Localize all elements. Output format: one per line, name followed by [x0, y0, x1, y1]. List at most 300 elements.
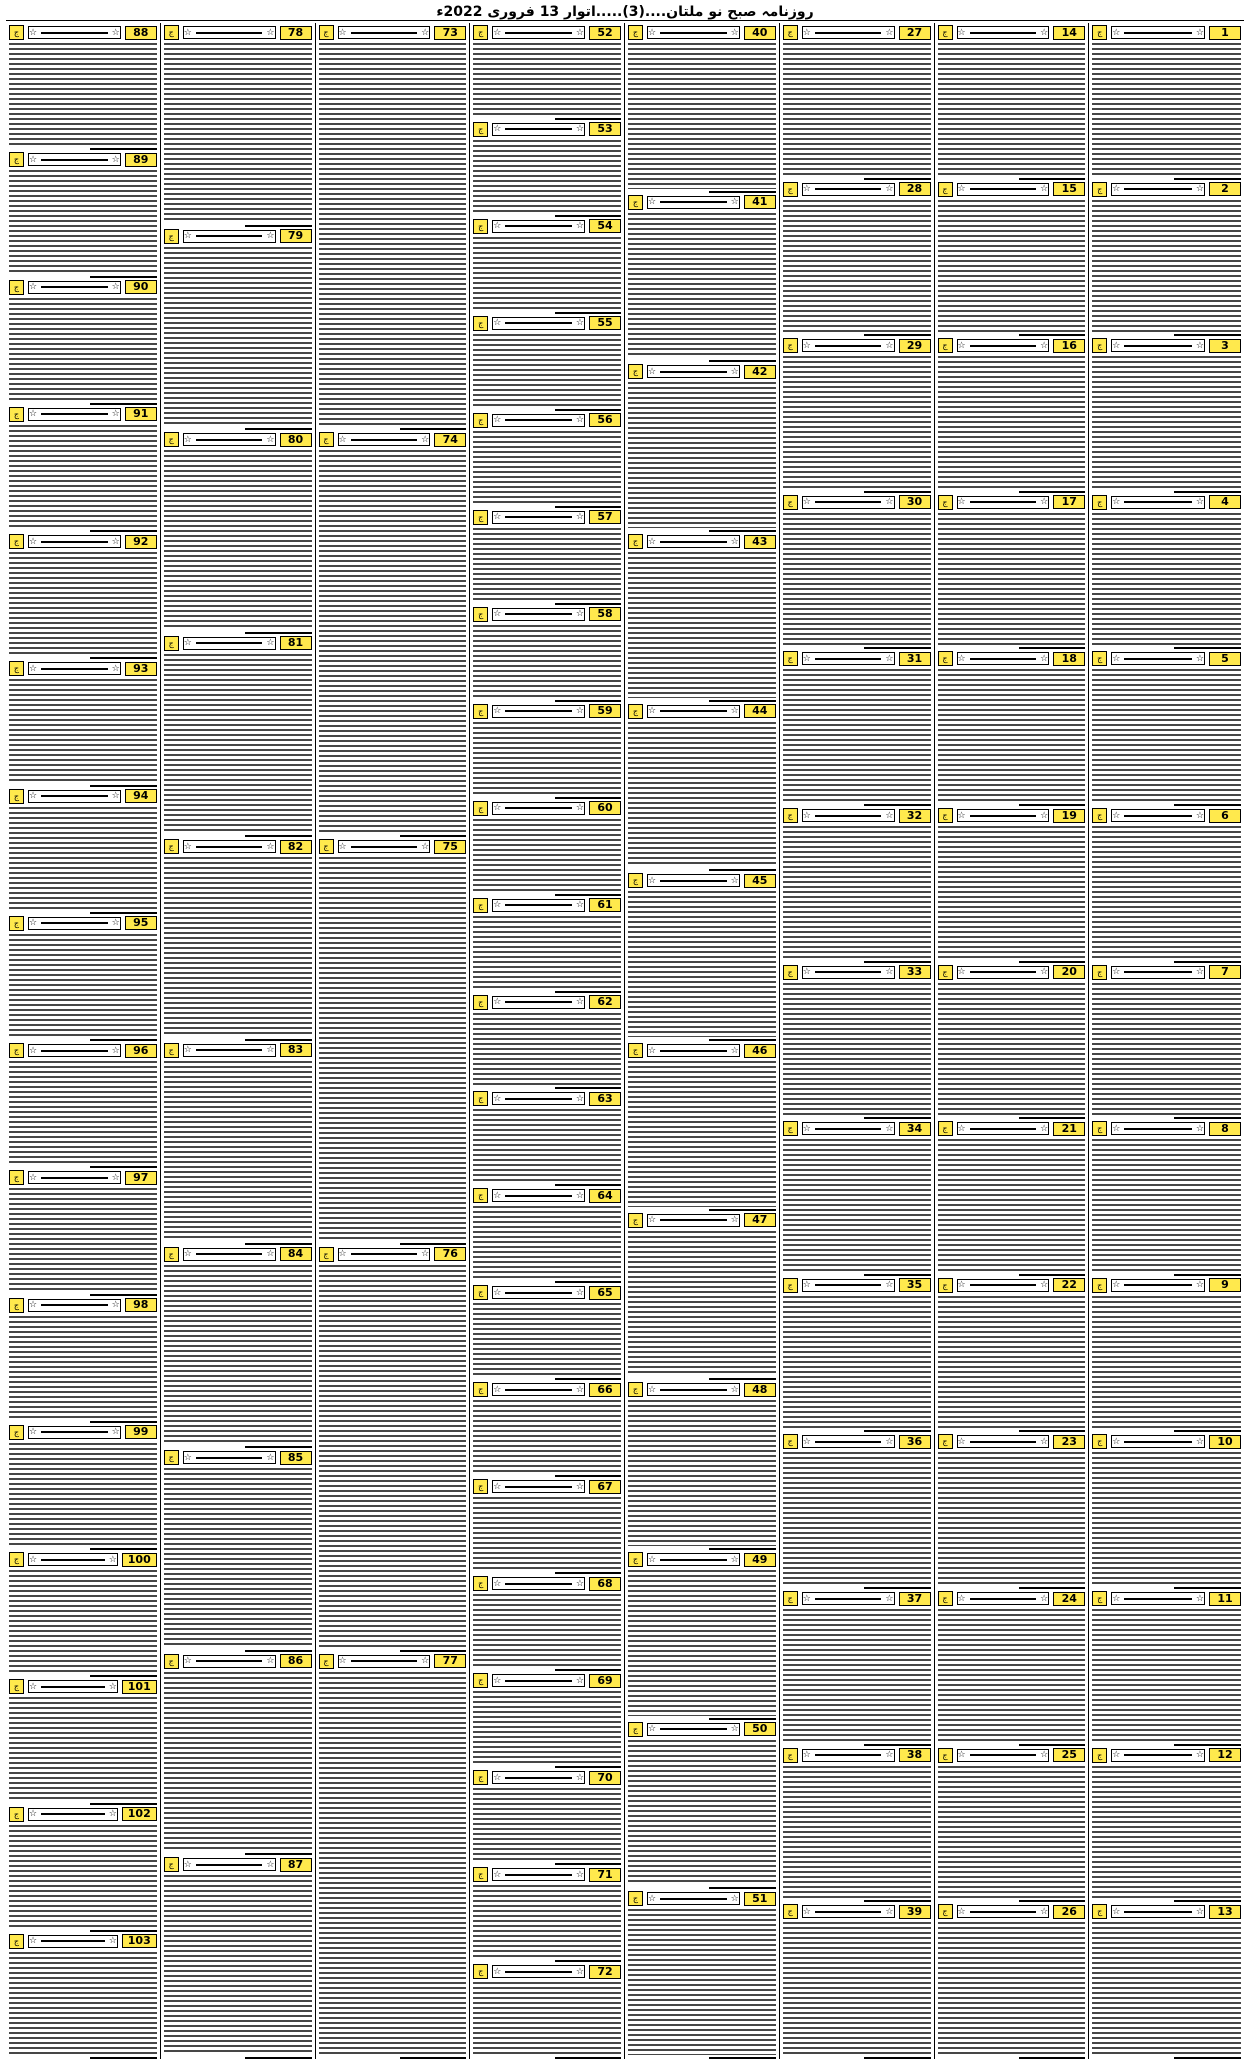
classified-entry — [9, 1932, 157, 2059]
badge-icon: ج — [938, 651, 953, 666]
entry-number: 25 — [1053, 1748, 1085, 1762]
star-icon: ☆ — [1195, 1593, 1204, 1604]
classified-entry — [473, 1283, 621, 1380]
logo-rule — [660, 541, 727, 543]
masthead-logo-band — [28, 26, 121, 39]
entry-number: 44 — [744, 704, 776, 718]
entry-text-block — [9, 1825, 157, 1928]
entry-number: 34 — [899, 1122, 931, 1136]
masthead-logo-band — [492, 802, 585, 815]
entry-number: 13 — [1209, 1905, 1241, 1919]
entry-number: 51 — [744, 1892, 776, 1906]
classified-column — [161, 23, 316, 2059]
badge-icon: ج — [473, 801, 488, 816]
badge-icon: ج — [9, 916, 24, 931]
logo-rule — [660, 1389, 727, 1391]
badge-icon: ج — [1092, 1278, 1107, 1293]
masthead-logo-band — [338, 840, 431, 853]
star-icon: ☆ — [493, 415, 502, 426]
logo-rule — [660, 1898, 727, 1900]
classified-entry — [9, 1423, 157, 1550]
star-icon: ☆ — [885, 340, 894, 351]
star-icon: ☆ — [493, 1772, 502, 1783]
classified-entry — [628, 362, 776, 532]
badge-icon: ج — [938, 1904, 953, 1919]
star-icon: ☆ — [29, 663, 38, 674]
badge-icon: ج — [164, 229, 179, 244]
entry-number: 36 — [899, 1435, 931, 1449]
classified-entry — [473, 1768, 621, 1865]
entry-text-block — [628, 213, 776, 359]
entry-number: 27 — [899, 26, 931, 40]
entry-header — [938, 25, 1086, 40]
masthead-logo-band — [183, 1858, 276, 1871]
star-icon: ☆ — [493, 27, 502, 38]
badge-icon: ج — [938, 808, 953, 823]
classified-entry — [1092, 336, 1241, 493]
star-icon: ☆ — [1195, 340, 1204, 351]
logo-rule — [815, 32, 882, 34]
star-icon: ☆ — [1040, 497, 1049, 508]
entry-text-block — [783, 1296, 931, 1429]
star-icon: ☆ — [111, 27, 120, 38]
masthead-logo-band — [1111, 652, 1205, 665]
masthead-logo-band — [28, 1680, 118, 1693]
entry-header — [164, 636, 312, 651]
entry-header — [9, 534, 157, 549]
entry-text-block — [938, 200, 1086, 333]
badge-icon: ج — [628, 25, 643, 40]
star-icon: ☆ — [1112, 1906, 1121, 1917]
masthead-logo-band — [957, 1435, 1050, 1448]
entry-header — [164, 839, 312, 854]
classified-entry — [628, 1720, 776, 1890]
logo-rule — [505, 1486, 572, 1488]
logo-rule — [970, 32, 1037, 34]
masthead-logo-band — [492, 220, 585, 233]
masthead-logo-band — [1111, 1749, 1205, 1762]
badge-icon: ج — [938, 1278, 953, 1293]
classified-entry — [9, 914, 157, 1041]
entry-number: 59 — [589, 704, 621, 718]
badge-icon: ج — [473, 1091, 488, 1106]
logo-rule — [41, 413, 108, 415]
entry-number: 71 — [589, 1868, 621, 1882]
entry-text-block — [938, 669, 1086, 802]
logo-rule — [1124, 1911, 1192, 1913]
badge-icon: ج — [628, 1891, 643, 1906]
logo-rule — [196, 439, 263, 441]
star-icon: ☆ — [730, 875, 739, 886]
entry-text-block — [783, 200, 931, 333]
star-icon: ☆ — [183, 1656, 192, 1667]
badge-icon: ج — [783, 1278, 798, 1293]
star-icon: ☆ — [885, 1906, 894, 1917]
entry-text-block — [938, 1766, 1086, 1899]
logo-rule — [505, 1098, 572, 1100]
star-icon: ☆ — [1112, 653, 1121, 664]
badge-icon: ج — [628, 1213, 643, 1228]
logo-rule — [660, 1050, 727, 1052]
entry-number: 69 — [589, 1674, 621, 1688]
star-icon: ☆ — [111, 1172, 120, 1183]
badge-icon: ج — [319, 839, 334, 854]
entry-header — [473, 1188, 621, 1203]
star-icon: ☆ — [575, 1869, 584, 1880]
badge-icon: ج — [319, 1654, 334, 1669]
entry-divider — [90, 2057, 156, 2059]
classified-entry — [9, 23, 157, 150]
entry-header — [783, 1591, 931, 1606]
badge-icon: ج — [164, 1450, 179, 1465]
masthead-logo-band — [647, 365, 740, 378]
badge-icon: ج — [628, 1043, 643, 1058]
masthead-logo-band — [492, 1771, 585, 1784]
entry-header — [9, 1934, 157, 1949]
badge-icon: ج — [783, 1904, 798, 1919]
logo-rule — [1124, 971, 1192, 973]
star-icon: ☆ — [885, 184, 894, 195]
masthead-logo-band — [1111, 496, 1205, 509]
entry-text-block — [783, 826, 931, 959]
entry-header — [628, 1722, 776, 1737]
badge-icon: ج — [473, 1964, 488, 1979]
badge-icon: ج — [938, 182, 953, 197]
entry-text-block — [473, 431, 621, 504]
entry-number: 47 — [744, 1213, 776, 1227]
badge-icon: ج — [628, 534, 643, 549]
entry-text-block — [9, 552, 157, 655]
entry-header — [628, 1043, 776, 1058]
classified-entry — [164, 1041, 312, 1245]
entry-header — [1092, 1278, 1241, 1293]
badge-icon: ج — [473, 219, 488, 234]
entry-header — [473, 1673, 621, 1688]
logo-rule — [815, 815, 882, 817]
entry-text-block — [783, 983, 931, 1116]
badge-icon: ج — [164, 432, 179, 447]
classified-entry — [938, 1746, 1086, 1903]
entry-header — [938, 1278, 1086, 1293]
badge-icon: ج — [164, 25, 179, 40]
entry-header — [9, 1043, 157, 1058]
logo-rule — [815, 1441, 882, 1443]
masthead-logo-band — [28, 153, 121, 166]
classified-entry — [9, 1168, 157, 1295]
star-icon: ☆ — [802, 810, 811, 821]
logo-rule — [41, 32, 108, 34]
classified-entry — [164, 23, 312, 227]
entry-header — [1092, 182, 1241, 197]
masthead-logo-band — [802, 652, 895, 665]
star-icon: ☆ — [1112, 967, 1121, 978]
star-icon: ☆ — [338, 1656, 347, 1667]
entry-text-block — [319, 43, 467, 426]
entry-text-block — [783, 1922, 931, 2055]
entry-number: 72 — [589, 1965, 621, 1979]
entry-text-block — [164, 1468, 312, 1648]
entry-header — [1092, 25, 1241, 40]
entry-divider — [1019, 2057, 1085, 2059]
entry-text-block — [164, 1672, 312, 1852]
entry-number: 29 — [899, 339, 931, 353]
entry-header — [473, 1479, 621, 1494]
masthead-logo-band — [802, 1122, 895, 1135]
badge-icon: ج — [9, 789, 24, 804]
entry-header — [783, 1904, 931, 1919]
entry-header — [628, 534, 776, 549]
entry-header — [1092, 1904, 1241, 1919]
badge-icon: ج — [628, 195, 643, 210]
entry-number: 83 — [280, 1043, 312, 1057]
entry-header — [938, 1591, 1086, 1606]
badge-icon: ج — [1092, 1591, 1107, 1606]
star-icon: ☆ — [29, 154, 38, 165]
logo-rule — [505, 1583, 572, 1585]
star-icon: ☆ — [575, 1384, 584, 1395]
entry-number: 20 — [1053, 965, 1085, 979]
entry-text-block — [938, 1922, 1086, 2055]
classified-entry — [628, 1041, 776, 1211]
masthead-logo-band — [28, 917, 121, 930]
star-icon: ☆ — [493, 318, 502, 329]
classified-entry — [1092, 806, 1241, 963]
classified-entry — [473, 1865, 621, 1962]
entry-text-block — [1092, 669, 1241, 802]
entry-number: 19 — [1053, 809, 1085, 823]
classified-entry — [938, 963, 1086, 1120]
entry-number: 54 — [589, 219, 621, 233]
badge-icon: ج — [783, 1121, 798, 1136]
masthead-logo-band — [802, 1905, 895, 1918]
entry-number: 8 — [1209, 1122, 1241, 1136]
logo-rule — [196, 642, 263, 644]
star-icon: ☆ — [493, 1578, 502, 1589]
star-icon: ☆ — [885, 1280, 894, 1291]
classified-column — [1089, 23, 1244, 2059]
entry-number: 37 — [899, 1592, 931, 1606]
star-icon: ☆ — [29, 918, 38, 929]
star-icon: ☆ — [1112, 1593, 1121, 1604]
badge-icon: ج — [473, 898, 488, 913]
entry-text-block — [473, 140, 621, 213]
star-icon: ☆ — [885, 810, 894, 821]
badge-icon: ج — [783, 651, 798, 666]
logo-rule — [196, 1864, 263, 1866]
badge-icon: ج — [1092, 1748, 1107, 1763]
entry-number: 39 — [899, 1905, 931, 1919]
masthead-logo-band — [802, 966, 895, 979]
masthead-logo-band — [492, 1577, 585, 1590]
star-icon: ☆ — [885, 27, 894, 38]
entry-header — [628, 1382, 776, 1397]
classified-column — [470, 23, 625, 2059]
entry-number: 9 — [1209, 1278, 1241, 1292]
entry-header — [9, 152, 157, 167]
star-icon: ☆ — [575, 1190, 584, 1201]
entry-text-block — [628, 552, 776, 698]
badge-icon: ج — [9, 1425, 24, 1440]
classified-entry — [783, 1276, 931, 1433]
entry-header — [9, 1170, 157, 1185]
masthead-logo-band — [957, 183, 1050, 196]
entry-text-block — [938, 43, 1086, 176]
entry-number: 101 — [122, 1680, 157, 1694]
entry-number: 28 — [899, 182, 931, 196]
masthead-logo-band — [802, 1749, 895, 1762]
entry-number: 79 — [280, 229, 312, 243]
entry-header — [938, 1748, 1086, 1763]
entry-text-block — [628, 1570, 776, 1716]
star-icon: ☆ — [421, 1249, 430, 1260]
masthead-logo-band — [802, 1279, 895, 1292]
masthead-logo-band — [957, 1592, 1050, 1605]
star-icon: ☆ — [885, 967, 894, 978]
masthead-logo-band — [802, 1435, 895, 1448]
entry-header — [783, 808, 931, 823]
logo-rule — [815, 1598, 882, 1600]
logo-rule — [660, 1559, 727, 1561]
classified-entry — [783, 649, 931, 806]
entry-header — [938, 338, 1086, 353]
entry-number: 94 — [125, 789, 157, 803]
entry-header — [473, 25, 621, 40]
entry-text-block — [473, 1594, 621, 1667]
star-icon: ☆ — [29, 1554, 38, 1565]
masthead-logo-band — [647, 874, 740, 887]
entry-number: 96 — [125, 1044, 157, 1058]
star-icon: ☆ — [1040, 1436, 1049, 1447]
logo-rule — [41, 1304, 108, 1306]
star-icon: ☆ — [1112, 497, 1121, 508]
classified-entry — [1092, 23, 1241, 180]
star-icon: ☆ — [575, 803, 584, 814]
badge-icon: ج — [473, 1285, 488, 1300]
classified-entry — [783, 1432, 931, 1589]
logo-rule — [1124, 658, 1192, 660]
badge-icon: ج — [9, 661, 24, 676]
entry-header — [628, 25, 776, 40]
star-icon: ☆ — [111, 154, 120, 165]
entry-number: 60 — [589, 801, 621, 815]
entry-number: 30 — [899, 495, 931, 509]
classified-entry — [473, 605, 621, 702]
star-icon: ☆ — [730, 197, 739, 208]
entry-text-block — [1092, 983, 1241, 1116]
masthead-logo-band — [957, 1749, 1050, 1762]
entry-text-block — [9, 170, 157, 273]
entry-header — [938, 495, 1086, 510]
entry-text-block — [9, 1697, 157, 1800]
entry-header — [9, 1679, 157, 1694]
entry-header — [473, 995, 621, 1010]
logo-rule — [505, 1971, 572, 1973]
entry-header — [164, 1450, 312, 1465]
entry-text-block — [783, 1139, 931, 1272]
star-icon: ☆ — [575, 706, 584, 717]
badge-icon: ج — [628, 1552, 643, 1567]
entry-number: 88 — [125, 26, 157, 40]
entry-number: 82 — [280, 840, 312, 854]
logo-rule — [660, 201, 727, 203]
classified-column — [780, 23, 935, 2059]
star-icon: ☆ — [1040, 1123, 1049, 1134]
logo-rule — [505, 1777, 572, 1779]
entry-text-block — [783, 1609, 931, 1742]
masthead-logo-band — [183, 1248, 276, 1261]
classified-entry — [938, 180, 1086, 337]
classified-entry — [319, 837, 467, 1244]
star-icon: ☆ — [493, 900, 502, 911]
classified-entry — [473, 1089, 621, 1186]
entry-number: 41 — [744, 195, 776, 209]
logo-rule — [1124, 188, 1192, 190]
masthead-logo-band — [492, 317, 585, 330]
classified-entry — [473, 1380, 621, 1477]
masthead-logo-band — [647, 26, 740, 39]
entry-text-block — [9, 807, 157, 910]
star-icon: ☆ — [648, 1384, 657, 1395]
entry-number: 76 — [434, 1247, 466, 1261]
logo-rule — [505, 1195, 572, 1197]
entry-number: 65 — [589, 1286, 621, 1300]
entry-number: 91 — [125, 407, 157, 421]
classified-entry — [1092, 1276, 1241, 1433]
entry-number: 86 — [280, 1654, 312, 1668]
logo-rule — [505, 128, 572, 130]
logo-rule — [1124, 345, 1192, 347]
star-icon: ☆ — [29, 27, 38, 38]
masthead-logo-band — [647, 1383, 740, 1396]
star-icon: ☆ — [1112, 810, 1121, 821]
classified-entry — [164, 1245, 312, 1449]
star-icon: ☆ — [1195, 1906, 1204, 1917]
entry-text-block — [9, 425, 157, 528]
entry-text-block — [164, 1061, 312, 1241]
entry-text-block — [783, 513, 931, 646]
classified-entry — [628, 193, 776, 363]
entry-text-block — [164, 1265, 312, 1445]
masthead-logo-band — [1111, 966, 1205, 979]
entry-number: 62 — [589, 995, 621, 1009]
logo-rule — [970, 1598, 1037, 1600]
star-icon: ☆ — [111, 409, 120, 420]
logo-rule — [1124, 1754, 1192, 1756]
masthead-logo-band — [1111, 339, 1205, 352]
classified-entry — [783, 1902, 931, 2059]
classified-entry — [473, 23, 621, 120]
masthead-logo-band — [1111, 1279, 1205, 1292]
badge-icon: ج — [9, 1679, 24, 1694]
logo-rule — [196, 1049, 263, 1051]
badge-icon: ج — [1092, 808, 1107, 823]
badge-icon: ج — [628, 1722, 643, 1737]
entry-header — [473, 1770, 621, 1785]
entry-number: 32 — [899, 809, 931, 823]
badge-icon: ج — [783, 182, 798, 197]
star-icon: ☆ — [493, 1190, 502, 1201]
classified-entry — [783, 23, 931, 180]
star-icon: ☆ — [29, 791, 38, 801]
logo-rule — [815, 501, 882, 503]
classified-entry — [783, 336, 931, 493]
entry-text-block — [783, 669, 931, 802]
star-icon: ☆ — [575, 1578, 584, 1589]
star-icon: ☆ — [957, 1593, 966, 1604]
classified-entry — [473, 1477, 621, 1574]
star-icon: ☆ — [29, 1172, 38, 1183]
star-icon: ☆ — [1195, 653, 1204, 664]
